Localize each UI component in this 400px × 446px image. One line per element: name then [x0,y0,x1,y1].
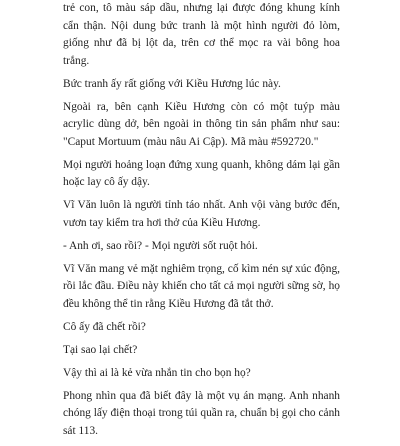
paragraph-2: Bức tranh ấy rất giống với Kiều Hương lúc này. [63,77,281,90]
paragraph-11: Phong nhìn qua đã biết đây là một vụ án mạng. Anh nhanh chóng lấy điện thoại trong túi quần ra, chuẩn bị gọi cho cảnh sát 113. [63,389,340,437]
paragraph-6: - Anh ơi, sao rồi? - Mọi người sốt ruột hỏi. [63,239,258,252]
paragraph-9: Tại sao lại chết? [63,343,138,356]
paragraph-1: trẻ con, tô màu sáp dầu, nhưng lại được đóng khung kính cẩn thận. Nội dung bức tranh là một hình người đỏ lòm, giống như đã bị lột da, trên cơ thể mọc ra vài bông hoa trắng. [63,2,340,67]
body-text [63,0,340,446]
paragraph-7: Vĩ Văn mang vẻ mặt nghiêm trọng, cố kìm nén sự xúc động, rồi lắc đầu. Điều này khiến cho tất cả mọi người sững sờ, họ đều không thể tin rằng Kiều Hương đã tắt thở. [63,262,340,310]
paragraph-10: Vậy thì ai là kẻ vừa nhắn tin cho bọn họ? [63,366,251,379]
paragraph-4: Mọi người hoảng loạn đứng xung quanh, không dám lại gần hoặc lay cô ấy dậy. [63,158,340,188]
paragraph-3: Ngoài ra, bên cạnh Kiều Hương còn có một tuýp màu acrylic dùng dở, bên ngoài in thông tin sản phẩm như sau: "Caput Mortuum (màu nâu Ai Cập). Mã màu #592720." [63,100,340,148]
paragraph-8: Cô ấy đã chết rồi? [63,320,146,333]
paragraph-5: Vĩ Văn luôn là người tỉnh táo nhất. Anh vội vàng bước đến, vươn tay kiểm tra hơi thở của Kiều Hương. [63,199,340,229]
